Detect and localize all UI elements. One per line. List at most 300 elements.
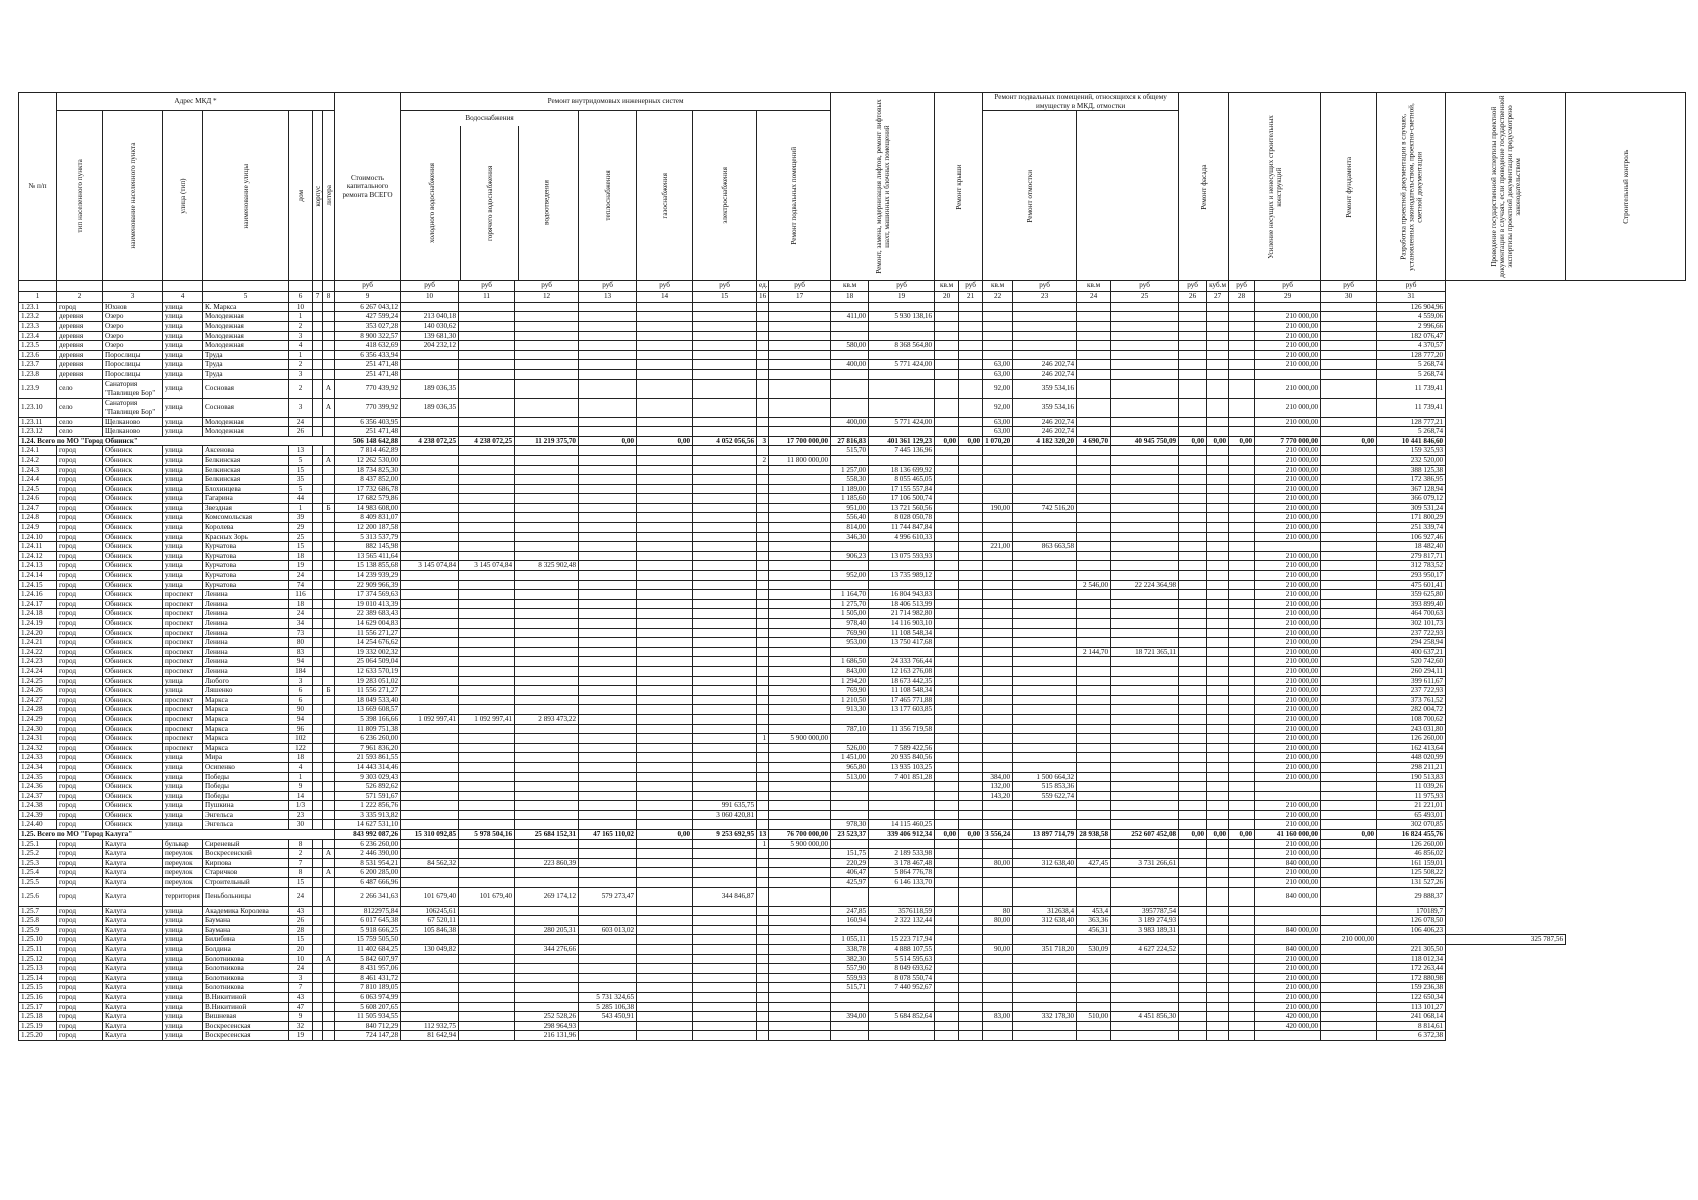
table-cell xyxy=(515,484,579,494)
table-cell xyxy=(323,772,335,782)
table-cell xyxy=(515,657,579,667)
table-cell: Ляшенко xyxy=(203,686,289,696)
table-cell xyxy=(693,532,757,542)
table-cell xyxy=(959,446,983,456)
table-cell xyxy=(757,858,769,868)
table-cell: 2 893 473,22 xyxy=(515,714,579,724)
table-cell: 6 356 403,95 xyxy=(335,417,401,427)
table-cell xyxy=(757,695,769,705)
table-cell xyxy=(323,724,335,734)
table-cell xyxy=(757,350,769,360)
table-cell xyxy=(757,1031,769,1041)
table-cell: 13 897 714,79 xyxy=(1013,830,1077,840)
table-cell: город xyxy=(57,695,103,705)
table-cell: 14 983 608,00 xyxy=(335,503,401,513)
table-cell: 6 236 260,00 xyxy=(335,839,401,849)
table-cell: 1 451,00 xyxy=(831,753,869,763)
header-roof: Ремонт крыши xyxy=(935,93,983,281)
table-cell xyxy=(1111,686,1179,696)
table-cell: Труда xyxy=(203,350,289,360)
table-cell: 7 810 189,05 xyxy=(335,983,401,993)
table-cell: 906,23 xyxy=(831,551,869,561)
table-cell: 1.25.8 xyxy=(19,916,57,926)
table-cell xyxy=(1207,619,1229,629)
table-cell xyxy=(459,628,515,638)
table-row xyxy=(19,503,1686,513)
table-cell xyxy=(579,302,637,312)
units-cell: кв.м xyxy=(1077,280,1111,291)
table-cell: 4 182 320,20 xyxy=(1013,436,1077,446)
table-cell xyxy=(983,676,1013,686)
table-cell: 400,00 xyxy=(831,417,869,427)
table-cell xyxy=(637,753,693,763)
table-cell xyxy=(769,475,831,485)
table-cell xyxy=(693,906,757,916)
table-cell: Молодежная xyxy=(203,341,289,351)
table-cell xyxy=(637,695,693,705)
table-cell xyxy=(769,446,831,456)
table-cell xyxy=(313,1031,323,1041)
table-cell: 530,09 xyxy=(1077,945,1111,955)
table-cell xyxy=(831,331,869,341)
table-cell: 102 xyxy=(289,734,313,744)
table-cell xyxy=(401,628,459,638)
table-row xyxy=(19,628,1686,638)
table-cell: город xyxy=(57,878,103,888)
table-cell: 11 975,93 xyxy=(1377,791,1446,801)
table-cell: проспект xyxy=(163,695,203,705)
table-cell: 2 996,66 xyxy=(1377,321,1446,331)
table-cell xyxy=(869,782,935,792)
table-cell: 23 523,37 xyxy=(831,830,869,840)
table-cell: Строительный xyxy=(203,878,289,888)
table-cell: 400 637,21 xyxy=(1377,647,1446,657)
table-cell xyxy=(1377,935,1446,945)
table-cell: 210 000,00 xyxy=(1255,532,1321,542)
table-cell xyxy=(1013,1002,1077,1012)
table-cell xyxy=(401,484,459,494)
table-cell xyxy=(757,331,769,341)
units-cell: руб xyxy=(637,280,693,291)
table-cell xyxy=(313,465,323,475)
table-cell xyxy=(757,878,769,888)
table-cell: 15 xyxy=(289,935,313,945)
table-cell: 359 625,80 xyxy=(1377,590,1446,600)
table-cell: город xyxy=(57,542,103,552)
table-cell xyxy=(935,590,959,600)
table-cell xyxy=(637,858,693,868)
table-cell xyxy=(1207,350,1229,360)
table-row xyxy=(19,743,1686,753)
table-cell xyxy=(983,350,1013,360)
table-cell xyxy=(313,551,323,561)
table-cell xyxy=(313,369,323,379)
table-cell: Б xyxy=(323,503,335,513)
table-cell xyxy=(769,782,831,792)
table-cell: 251 471,48 xyxy=(335,369,401,379)
table-cell: 325 787,56 xyxy=(1446,935,1566,945)
table-cell xyxy=(831,887,869,906)
table-cell xyxy=(757,513,769,523)
units-cell: кв.м xyxy=(983,280,1013,291)
units-cell: куб.м xyxy=(1207,280,1229,291)
table-cell: Обнинск xyxy=(103,695,163,705)
table-cell: 126 260,00 xyxy=(1377,839,1446,849)
table-cell: Щелканово xyxy=(103,417,163,427)
table-cell: 1 257,00 xyxy=(831,465,869,475)
table-cell: Маркса xyxy=(203,695,289,705)
table-cell: город xyxy=(57,551,103,561)
table-cell: 143,20 xyxy=(983,791,1013,801)
table-cell xyxy=(1321,580,1377,590)
table-cell xyxy=(459,657,515,667)
table-cell: 210 000,00 xyxy=(1255,686,1321,696)
table-cell xyxy=(515,609,579,619)
table-cell xyxy=(1179,379,1207,398)
table-cell xyxy=(401,734,459,744)
table-cell xyxy=(769,321,831,331)
table-cell: 475 601,41 xyxy=(1377,580,1446,590)
table-cell xyxy=(1013,753,1077,763)
table-cell xyxy=(983,983,1013,993)
table-cell xyxy=(401,820,459,830)
table-cell: улица xyxy=(163,801,203,811)
table-cell xyxy=(1255,369,1321,379)
table-cell: 5 313 537,79 xyxy=(335,532,401,542)
table-cell xyxy=(1013,878,1077,888)
table-cell xyxy=(579,1031,637,1041)
table-cell xyxy=(1207,455,1229,465)
table-cell xyxy=(1013,839,1077,849)
table-cell: проспект xyxy=(163,599,203,609)
table-cell: 11 744 847,84 xyxy=(869,523,935,533)
table-cell xyxy=(935,350,959,360)
table-cell: Обнинск xyxy=(103,782,163,792)
table-cell xyxy=(1179,743,1207,753)
table-cell xyxy=(1255,542,1321,552)
table-cell: 7 589 422,56 xyxy=(869,743,935,753)
table-cell xyxy=(637,484,693,494)
table-cell: 220,29 xyxy=(831,858,869,868)
table-cell: 210 000,00 xyxy=(1255,561,1321,571)
table-cell xyxy=(459,925,515,935)
table-cell: 3 145 074,84 xyxy=(401,561,459,571)
table-cell: 210 000,00 xyxy=(1255,983,1321,993)
table-cell xyxy=(693,484,757,494)
table-cell xyxy=(693,647,757,657)
table-cell: 13 075 593,93 xyxy=(869,551,935,561)
table-cell: 7 xyxy=(289,983,313,993)
table-cell xyxy=(515,503,579,513)
table-cell: 113 101,27 xyxy=(1377,1002,1446,1012)
table-cell xyxy=(935,878,959,888)
table-cell xyxy=(959,686,983,696)
table-cell: 80 xyxy=(289,638,313,648)
table-cell xyxy=(1179,666,1207,676)
table-cell xyxy=(869,379,935,398)
table-cell xyxy=(401,599,459,609)
table-cell xyxy=(757,312,769,322)
table-cell xyxy=(515,916,579,926)
table-cell xyxy=(1229,925,1255,935)
table-cell xyxy=(935,638,959,648)
table-cell xyxy=(757,379,769,398)
table-cell xyxy=(579,551,637,561)
table-cell xyxy=(831,455,869,465)
header-basement: Ремонт подвальных помещений xyxy=(757,111,831,281)
table-cell xyxy=(401,810,459,820)
table-cell xyxy=(1077,935,1111,945)
table-row xyxy=(19,350,1686,360)
table-cell xyxy=(1179,983,1207,993)
table-cell xyxy=(1321,762,1377,772)
table-cell xyxy=(983,561,1013,571)
table-cell: 25 064 509,04 xyxy=(335,657,401,667)
table-cell xyxy=(1013,551,1077,561)
table-cell: Обнинск xyxy=(103,772,163,782)
table-cell xyxy=(757,964,769,974)
table-cell xyxy=(1013,964,1077,974)
table-cell: 5 771 424,00 xyxy=(869,417,935,427)
table-cell xyxy=(313,925,323,935)
table-cell xyxy=(1207,657,1229,667)
table-cell xyxy=(831,561,869,571)
table-row xyxy=(19,360,1686,370)
table-cell xyxy=(1077,695,1111,705)
table-cell xyxy=(869,321,935,331)
table-cell: 15 310 092,85 xyxy=(401,830,459,840)
table-cell xyxy=(935,542,959,552)
table-cell xyxy=(1013,705,1077,715)
table-cell: 1 222 856,76 xyxy=(335,801,401,811)
table-cell: улица xyxy=(163,686,203,696)
table-cell: Энгельса xyxy=(203,810,289,820)
table-cell: улица xyxy=(163,935,203,945)
table-cell: Обнинск xyxy=(103,647,163,657)
table-cell: Обнинск xyxy=(103,714,163,724)
table-cell: 18 734 825,30 xyxy=(335,465,401,475)
table-cell: А xyxy=(323,868,335,878)
table-cell xyxy=(313,619,323,629)
table-cell xyxy=(637,532,693,542)
table-cell: 302 101,73 xyxy=(1377,619,1446,629)
column-number-cell: 22 xyxy=(983,291,1013,302)
table-cell xyxy=(959,762,983,772)
table-cell: 1.24.27 xyxy=(19,695,57,705)
table-cell: 67 520,11 xyxy=(401,916,459,926)
table-cell xyxy=(1077,331,1111,341)
table-cell xyxy=(1179,849,1207,859)
table-cell: 210 000,00 xyxy=(1255,465,1321,475)
table-cell: 29 888,37 xyxy=(1377,887,1446,906)
table-cell xyxy=(515,417,579,427)
table-cell xyxy=(983,590,1013,600)
table-cell: 814,00 xyxy=(831,523,869,533)
table-cell xyxy=(637,791,693,801)
table-cell: Белкинская xyxy=(203,465,289,475)
table-cell: проспект xyxy=(163,724,203,734)
table-cell xyxy=(1229,341,1255,351)
table-cell xyxy=(515,638,579,648)
table-cell xyxy=(769,302,831,312)
table-cell: 210 000,00 xyxy=(1255,762,1321,772)
table-cell xyxy=(959,935,983,945)
table-cell xyxy=(1077,628,1111,638)
table-cell: город xyxy=(57,523,103,533)
table-cell xyxy=(1321,686,1377,696)
table-cell xyxy=(983,321,1013,331)
table-cell xyxy=(1077,849,1111,859)
table-cell xyxy=(1077,465,1111,475)
table-cell xyxy=(515,446,579,456)
table-cell: 101 679,40 xyxy=(459,887,515,906)
table-cell xyxy=(1207,724,1229,734)
table-cell xyxy=(693,513,757,523)
table-cell: 41 160 000,00 xyxy=(1255,830,1321,840)
table-cell xyxy=(769,849,831,859)
table-cell: 210 000,00 xyxy=(1255,551,1321,561)
table-cell xyxy=(515,782,579,792)
table-row xyxy=(19,868,1686,878)
column-number-cell: 6 xyxy=(289,291,313,302)
table-cell: 1.23.5 xyxy=(19,341,57,351)
table-cell: город xyxy=(57,638,103,648)
table-cell xyxy=(831,801,869,811)
table-cell xyxy=(1111,455,1179,465)
table-cell: город xyxy=(57,772,103,782)
table-cell: 11 739,41 xyxy=(1377,398,1446,417)
table-cell xyxy=(579,427,637,437)
table-cell xyxy=(769,532,831,542)
table-cell xyxy=(323,417,335,427)
table-cell: улица xyxy=(163,954,203,964)
table-cell: Энгельса xyxy=(203,820,289,830)
table-cell xyxy=(401,743,459,753)
table-cell xyxy=(693,302,757,312)
header-house: дом xyxy=(289,111,313,281)
table-cell: 32 xyxy=(289,1021,313,1031)
table-cell: 1.24.15 xyxy=(19,580,57,590)
table-cell xyxy=(1077,494,1111,504)
table-cell: 210 000,00 xyxy=(1255,964,1321,974)
table-cell: Ленина xyxy=(203,657,289,667)
table-cell xyxy=(459,513,515,523)
table-cell xyxy=(515,801,579,811)
table-cell: Обнинск xyxy=(103,619,163,629)
table-cell xyxy=(959,379,983,398)
table-cell xyxy=(579,590,637,600)
table-cell xyxy=(1077,1002,1111,1012)
table-cell: Старичков xyxy=(203,868,289,878)
table-cell: 63,00 xyxy=(983,360,1013,370)
table-cell xyxy=(1321,513,1377,523)
table-cell xyxy=(693,983,757,993)
table-cell xyxy=(323,676,335,686)
table-cell xyxy=(1111,369,1179,379)
table-cell: 76 700 000,00 xyxy=(769,830,831,840)
table-cell: 1.24.8 xyxy=(19,513,57,523)
table-cell xyxy=(313,523,323,533)
table-cell xyxy=(1077,810,1111,820)
table-cell: 252 607 452,08 xyxy=(1111,830,1179,840)
table-cell xyxy=(769,542,831,552)
table-cell: Санатория "Павлищев Бор" xyxy=(103,379,163,398)
table-cell xyxy=(757,954,769,964)
table-cell: 8 900 322,57 xyxy=(335,331,401,341)
table-cell xyxy=(935,983,959,993)
table-cell xyxy=(637,714,693,724)
table-cell: 24 xyxy=(289,609,313,619)
table-cell: Обнинск xyxy=(103,666,163,676)
table-cell xyxy=(869,925,935,935)
table-cell: 1.23.7 xyxy=(19,360,57,370)
table-cell xyxy=(757,523,769,533)
table-cell xyxy=(935,925,959,935)
table-cell: 1 092 997,41 xyxy=(459,714,515,724)
table-cell xyxy=(459,945,515,955)
table-cell: 63,00 xyxy=(983,417,1013,427)
table-cell xyxy=(313,964,323,974)
table-cell: 39 xyxy=(289,513,313,523)
table-cell: 210 000,00 xyxy=(1255,571,1321,581)
table-cell: 953,00 xyxy=(831,638,869,648)
table-cell: 2 xyxy=(289,360,313,370)
table-cell xyxy=(1229,465,1255,475)
table-cell xyxy=(757,801,769,811)
table-cell: 11 108 548,34 xyxy=(869,628,935,638)
table-cell xyxy=(693,945,757,955)
table-row xyxy=(19,657,1686,667)
table-cell xyxy=(1229,714,1255,724)
table-cell: Ленина xyxy=(203,647,289,657)
table-cell xyxy=(1111,714,1179,724)
table-cell xyxy=(323,801,335,811)
table-cell xyxy=(323,992,335,1002)
table-cell xyxy=(459,609,515,619)
table-cell xyxy=(579,743,637,753)
table-cell: 1.23.11 xyxy=(19,417,57,427)
table-cell xyxy=(983,465,1013,475)
table-cell: город xyxy=(57,753,103,763)
table-cell xyxy=(1179,503,1207,513)
table-cell xyxy=(1207,1002,1229,1012)
table-row xyxy=(19,331,1686,341)
table-cell xyxy=(983,992,1013,1002)
table-cell: 1.23.1 xyxy=(19,302,57,312)
table-cell xyxy=(831,369,869,379)
table-cell xyxy=(1229,302,1255,312)
table-cell xyxy=(1207,916,1229,926)
table-cell xyxy=(1229,455,1255,465)
table-cell: Озеро xyxy=(103,331,163,341)
table-cell: 312 638,40 xyxy=(1013,916,1077,926)
table-cell xyxy=(1229,676,1255,686)
table-cell xyxy=(1077,551,1111,561)
table-cell xyxy=(983,657,1013,667)
table-cell: проспект xyxy=(163,743,203,753)
table-cell xyxy=(959,571,983,581)
table-cell xyxy=(323,551,335,561)
table-cell xyxy=(831,302,869,312)
table-cell xyxy=(1207,398,1229,417)
table-cell: город xyxy=(57,647,103,657)
table-cell xyxy=(1207,446,1229,456)
table-row xyxy=(19,321,1686,331)
table-cell xyxy=(1179,571,1207,581)
table-cell xyxy=(1013,484,1077,494)
table-cell: Ленина xyxy=(203,590,289,600)
table-cell xyxy=(757,561,769,571)
